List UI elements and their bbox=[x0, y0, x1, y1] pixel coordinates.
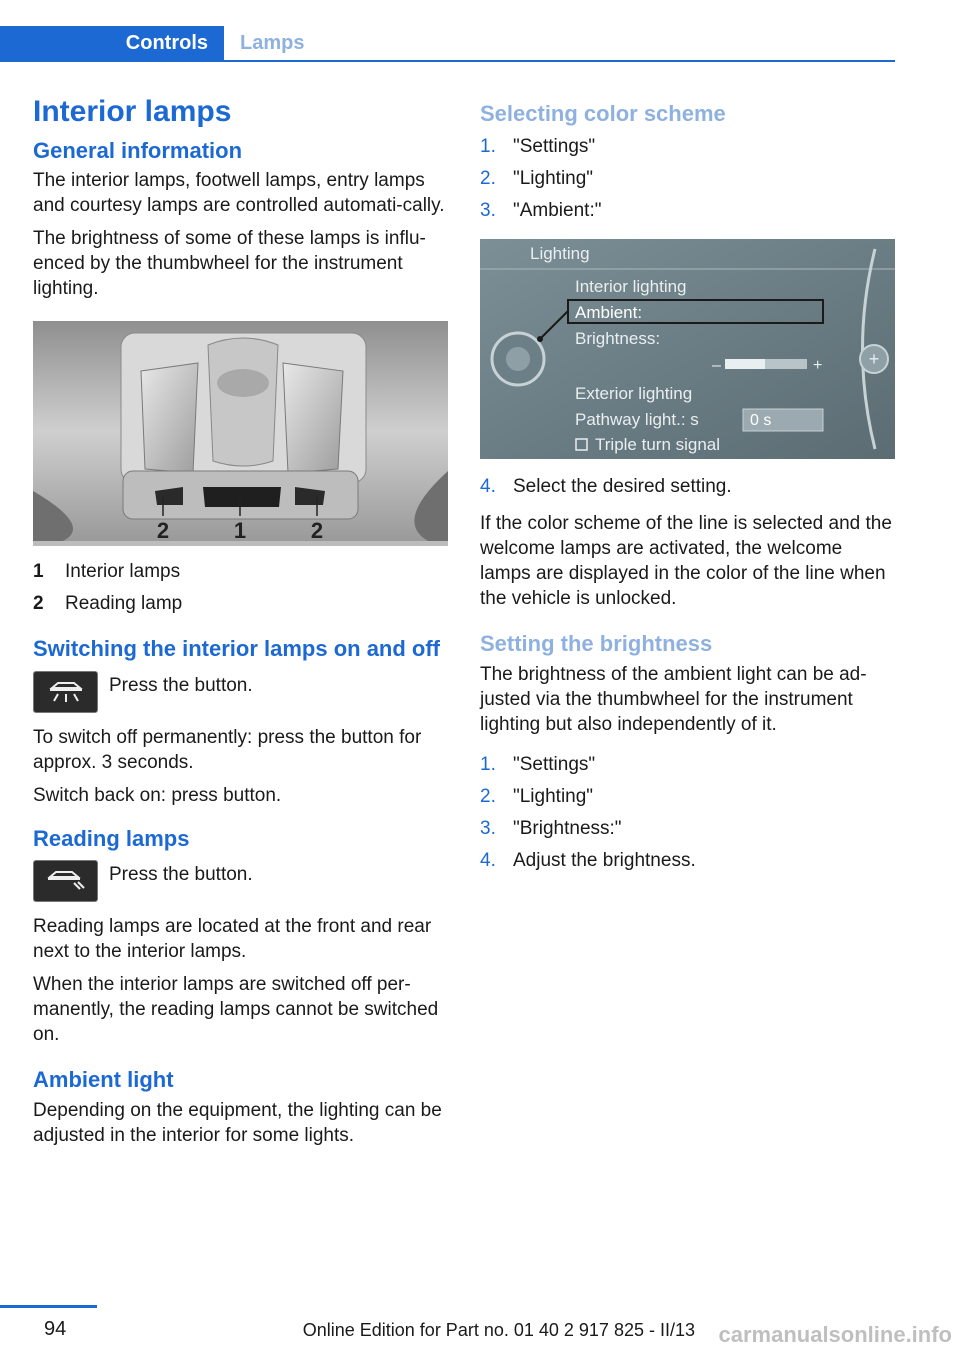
heading-ambient-light: Ambient light bbox=[33, 1067, 174, 1093]
color-scheme-steps bbox=[480, 131, 896, 227]
color-scheme-paragraph: If the color scheme of the line is selected and the welcome lamps are activated, the welcome lamps are displayed in the color of the line when the vehicle is unlocked. bbox=[480, 513, 892, 610]
figure-legend bbox=[33, 556, 451, 620]
list-item: 2. "Lighting" bbox=[480, 168, 594, 190]
brightness-steps bbox=[480, 749, 896, 877]
list-item: 1. "Settings" bbox=[480, 753, 596, 775]
page-title: Interior lamps bbox=[33, 95, 232, 128]
header-rule bbox=[0, 60, 895, 62]
page-header bbox=[0, 0, 895, 62]
list-item: 3. "Brightness:" bbox=[480, 817, 622, 839]
screen-interior-lighting: Interior lighting bbox=[575, 277, 687, 297]
reading-lamp-button-row bbox=[33, 860, 451, 902]
press-button-text: Press the button. bbox=[109, 864, 253, 886]
legend-number: 2 bbox=[33, 593, 44, 615]
screen-brightness-item[interactable]: Brightness: bbox=[575, 329, 661, 349]
interior-lamp-button-row bbox=[33, 671, 451, 713]
list-item: 3. "Ambient:" bbox=[480, 200, 602, 222]
list-item: 1. "Settings" bbox=[480, 136, 596, 158]
color-scheme-step-4 bbox=[480, 471, 896, 503]
general-paragraph-1: The interior lamps, footwell lamps, entry lamps and courtesy lamps are controlled automati-cally. bbox=[33, 170, 445, 217]
heading-reading-lamps: Reading lamps bbox=[33, 825, 190, 851]
heading-selecting-color-scheme: Selecting color scheme bbox=[480, 101, 726, 126]
switching-paragraph-1: To switch off permanently: press the button for approx. 3 seconds. bbox=[33, 726, 422, 773]
list-item: 4. Adjust the brightness. bbox=[480, 849, 696, 871]
svg-text:+: + bbox=[813, 357, 823, 375]
list-item: 2. "Lighting" bbox=[480, 785, 594, 807]
left-column bbox=[33, 95, 451, 1156]
heading-setting-brightness: Setting the brightness bbox=[480, 631, 713, 657]
ambient-paragraph-1: Depending on the equipment, the lighting can be adjusted in the interior for some lights. bbox=[33, 1099, 442, 1146]
reading-lamp-icon bbox=[33, 860, 98, 902]
list-item: 4. Select the desired setting. bbox=[480, 476, 732, 498]
interior-lamps-figure bbox=[33, 321, 448, 546]
screen-exterior-lighting: Exterior lighting bbox=[575, 384, 693, 404]
switching-paragraph-2: Switch back on: press button. bbox=[33, 784, 282, 806]
screen-pathway-value: 0 s bbox=[750, 412, 772, 430]
general-paragraph-2: The brightness of some of these lamps is influ-enced by the thumbwheel for the instrument lighting. bbox=[33, 228, 426, 300]
press-button-text: Press the button. bbox=[109, 674, 253, 696]
screen-pathway-item[interactable]: Pathway light.: s bbox=[575, 410, 699, 430]
svg-text:–: – bbox=[712, 357, 721, 375]
idrive-lighting-screen bbox=[480, 239, 895, 459]
edition-text: Online Edition for Part no. 01 40 2 917 825 - II/13 bbox=[302, 1320, 695, 1340]
svg-text:+: + bbox=[868, 349, 880, 370]
watermark: carmanualsonline.info bbox=[718, 1322, 952, 1347]
legend-number: 1 bbox=[33, 561, 44, 583]
interior-lamp-icon bbox=[33, 671, 98, 713]
heading-switching-interior-lamps: Switching the interior lamps on and off bbox=[33, 636, 441, 662]
brightness-paragraph: The brightness of the ambient light can be ad-justed via the thumbwheel for the instrument lighting but also independently of it. bbox=[480, 663, 867, 735]
reading-paragraph-1: Reading lamps are located at the front and rear next to the interior lamps. bbox=[33, 916, 432, 963]
heading-general-information: General information bbox=[33, 138, 243, 163]
overhead-console-illustration bbox=[33, 321, 448, 541]
footer-rule bbox=[0, 1305, 97, 1308]
figure-label-reading-right: 2 bbox=[310, 518, 324, 542]
page-number: 94 bbox=[44, 1318, 67, 1340]
legend-text: Reading lamp bbox=[65, 593, 183, 615]
section-tab-controls: Controls bbox=[0, 26, 224, 60]
right-column bbox=[480, 95, 896, 885]
screen-ambient-item[interactable]: Ambient: bbox=[575, 303, 643, 323]
reading-paragraph-2: When the interior lamps are switched off per-manently, the reading lamps cannot be switched on. bbox=[33, 974, 439, 1046]
figure-label-interior: 1 bbox=[233, 518, 247, 542]
legend-text: Interior lamps bbox=[65, 561, 181, 583]
figure-label-reading-left: 2 bbox=[156, 518, 170, 542]
screen-triple-turn-item[interactable]: Triple turn signal bbox=[595, 435, 721, 455]
section-tab-lamps: Lamps bbox=[240, 31, 305, 54]
screen-title: Lighting bbox=[530, 244, 590, 264]
